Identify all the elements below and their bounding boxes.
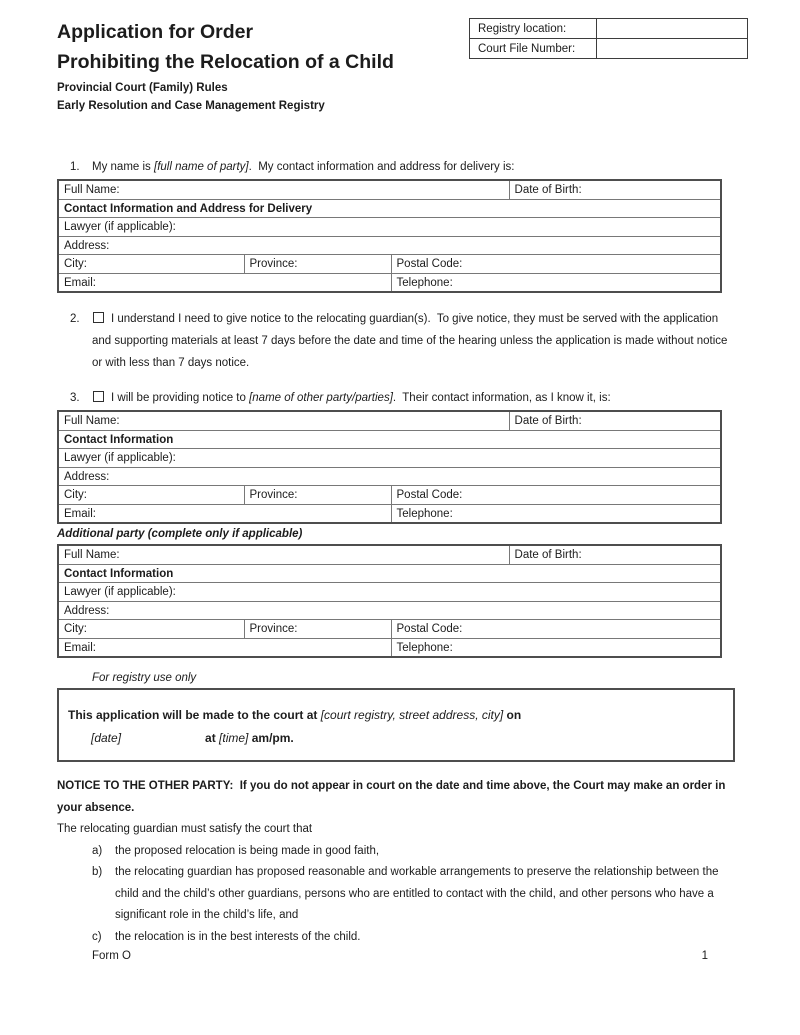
party2-lawyer-field[interactable] [58, 449, 721, 468]
full-name-label: Full Name: [64, 184, 120, 196]
list-item-text: the relocating guardian has proposed reasonable and workable arrangements to preserve the relationship between the child and the child’s other guardians, persons who are entitled to contact with the child, and other persons who have a significant role in the child’s life, and [115, 866, 722, 921]
date-of-birth-label: Date of Birth: [514, 549, 582, 561]
item3-name-placeholder: [name of other party/parties] [249, 392, 393, 404]
party2-postal-code-field[interactable] [391, 486, 721, 505]
time-placeholder: [time] [219, 731, 249, 745]
party2-contact-table [57, 410, 722, 524]
party3-full-name-field[interactable] [58, 545, 509, 564]
city-label: City: [64, 623, 87, 635]
party3-lawyer-field[interactable] [58, 583, 721, 602]
date-of-birth-label: Date of Birth: [514, 415, 582, 427]
party3-postal-code-field[interactable] [391, 620, 721, 639]
list-marker: b) [92, 866, 103, 878]
page-footer [92, 950, 708, 962]
party1-telephone-field[interactable] [391, 273, 721, 292]
address-label: Address: [64, 604, 110, 617]
lawyer-label: Lawyer (if applicable): [64, 452, 176, 464]
postal-code-label: Postal Code: [396, 623, 463, 635]
email-label: Email: [64, 276, 96, 289]
full-name-label: Full Name: [64, 415, 120, 427]
date-placeholder: [date] [91, 731, 122, 745]
table-row [58, 236, 721, 255]
party2-province-field[interactable] [244, 486, 391, 505]
lawyer-label: Lawyer (if applicable): [64, 221, 176, 233]
party1-address-field[interactable] [58, 236, 721, 255]
party1-province-field[interactable] [244, 255, 391, 274]
party1-lawyer-field[interactable] [58, 218, 721, 237]
address-label: Address: [64, 239, 110, 252]
telephone-label: Telephone: [396, 276, 453, 289]
notice-list-item-b [92, 862, 735, 927]
court-box-prefix: This application will be made to the court at [68, 708, 321, 722]
party1-city-field[interactable] [58, 255, 244, 274]
party2-telephone-field[interactable] [391, 504, 721, 523]
court-file-number-field[interactable] [597, 39, 748, 59]
party3-city-field[interactable] [58, 620, 244, 639]
party2-address-field[interactable] [58, 467, 721, 486]
province-label: Province: [249, 489, 298, 501]
list-item-text: the relocation is in the best interests of the child. [115, 930, 361, 943]
address-label: Address: [64, 470, 110, 483]
court-registry-placeholder: [court registry, street address, city] [320, 708, 504, 722]
form-number-label: Form O [92, 950, 131, 962]
table-row [58, 411, 721, 430]
registry-info-table [469, 18, 748, 59]
party3-province-field[interactable] [244, 620, 391, 639]
item2-text: I understand I need to give notice to the relocating guardian(s). To give notice, they must be served with the application and supporting materials at least 7 days before the date and time of the hearing unless the application is made without notice or with less than 7 days notice. [92, 313, 731, 369]
party3-telephone-field[interactable] [391, 638, 721, 657]
registry-location-label: Registry location: [470, 19, 597, 39]
postal-code-label: Postal Code: [396, 489, 463, 501]
list-marker: a) [92, 844, 103, 857]
party2-section-header: Contact Information [58, 430, 721, 449]
full-name-label: Full Name: [64, 549, 120, 561]
item2-body [92, 308, 735, 374]
date-of-birth-label: Date of Birth: [514, 184, 582, 196]
item1-text-prefix: My name is [92, 161, 154, 173]
city-label: City: [64, 489, 87, 501]
table-row [58, 199, 721, 218]
email-label: Email: [64, 641, 96, 654]
party2-city-field[interactable] [58, 486, 244, 505]
party2-full-name-field[interactable] [58, 411, 509, 430]
court-file-number-label: Court File Number: [470, 39, 597, 59]
item2-paragraph [70, 308, 735, 374]
item1-text [92, 159, 735, 175]
notice-list-item-c [92, 927, 735, 949]
table-row [58, 545, 721, 564]
email-label: Email: [64, 507, 96, 520]
table-row [58, 218, 721, 237]
item1-heading [70, 159, 735, 175]
item3-body [92, 390, 735, 406]
province-label: Province: [249, 623, 298, 635]
party1-email-field[interactable] [58, 273, 391, 292]
form-subtitle-registry: Early Resolution and Case Management Registry [57, 100, 325, 112]
page-title-line2: Prohibiting the Relocation of a Child [57, 51, 394, 73]
party2-dob-field[interactable] [509, 411, 721, 430]
court-box-line1 [68, 704, 725, 727]
party1-dob-field[interactable] [509, 180, 721, 199]
item1-number: 1. [70, 161, 80, 173]
registry-use-note: For registry use only [92, 672, 197, 684]
table-row [58, 504, 721, 523]
ampm-label: am/pm. [248, 731, 294, 745]
item1-name-placeholder: [full name of party] [154, 161, 249, 173]
table-row [58, 601, 721, 620]
list-marker: c) [92, 930, 102, 943]
party1-postal-code-field[interactable] [391, 255, 721, 274]
table-row [58, 180, 721, 199]
party1-section-header: Contact Information and Address for Delivery [58, 199, 721, 218]
table-row [58, 430, 721, 449]
province-label: Province: [249, 258, 298, 270]
telephone-label: Telephone: [396, 641, 453, 654]
table-row [58, 638, 721, 657]
party1-full-name-field[interactable] [58, 180, 509, 199]
court-appearance-box [57, 688, 735, 762]
registry-location-field[interactable] [597, 19, 748, 39]
table-row [58, 564, 721, 583]
party3-address-field[interactable] [58, 601, 721, 620]
party3-email-field[interactable] [58, 638, 391, 657]
table-row [58, 255, 721, 274]
page-number: 1 [701, 950, 708, 962]
party3-section-header: Contact Information [58, 564, 721, 583]
table-row [58, 449, 721, 468]
table-row [470, 19, 748, 39]
court-box-suffix: on [503, 708, 522, 722]
table-row [58, 467, 721, 486]
party3-contact-table [57, 544, 722, 658]
party1-contact-table [57, 179, 722, 293]
item1-text-suffix: . My contact information and address for delivery is: [248, 161, 515, 173]
party2-email-field[interactable] [58, 504, 391, 523]
court-box-line2 [68, 727, 725, 750]
telephone-label: Telephone: [396, 507, 453, 520]
item2-number: 2. [70, 313, 80, 325]
at-label: at [205, 731, 220, 745]
city-label: City: [64, 258, 87, 270]
item3-checkbox[interactable] [93, 391, 104, 402]
table-row [58, 620, 721, 639]
table-row [58, 273, 721, 292]
item3-text-suffix: . Their contact information, as I know it, is: [392, 392, 611, 404]
item3-text-prefix: I will be providing notice to [111, 392, 250, 404]
table-row [58, 486, 721, 505]
notice-intro: The relocating guardian must satisfy the court that [57, 823, 313, 835]
item3-number: 3. [70, 392, 80, 404]
item2-checkbox[interactable] [93, 312, 104, 323]
party3-dob-field[interactable] [509, 545, 721, 564]
item3-heading [70, 390, 735, 406]
notice-section [57, 776, 735, 948]
postal-code-label: Postal Code: [396, 258, 463, 270]
table-row [470, 39, 748, 59]
lawyer-label: Lawyer (if applicable): [64, 586, 176, 598]
table-row [58, 583, 721, 602]
form-subtitle-rules: Provincial Court (Family) Rules [57, 82, 228, 94]
notice-heading: NOTICE TO THE OTHER PARTY: If you do not appear in court on the date and time above, the Court may make an order in your absence. [57, 780, 729, 814]
page-title-line1: Application for Order [57, 21, 254, 43]
additional-party-note: Additional party (complete only if applicable) [57, 528, 303, 540]
notice-list-item-a [92, 841, 735, 863]
list-item-text: the proposed relocation is being made in good faith, [115, 844, 380, 857]
